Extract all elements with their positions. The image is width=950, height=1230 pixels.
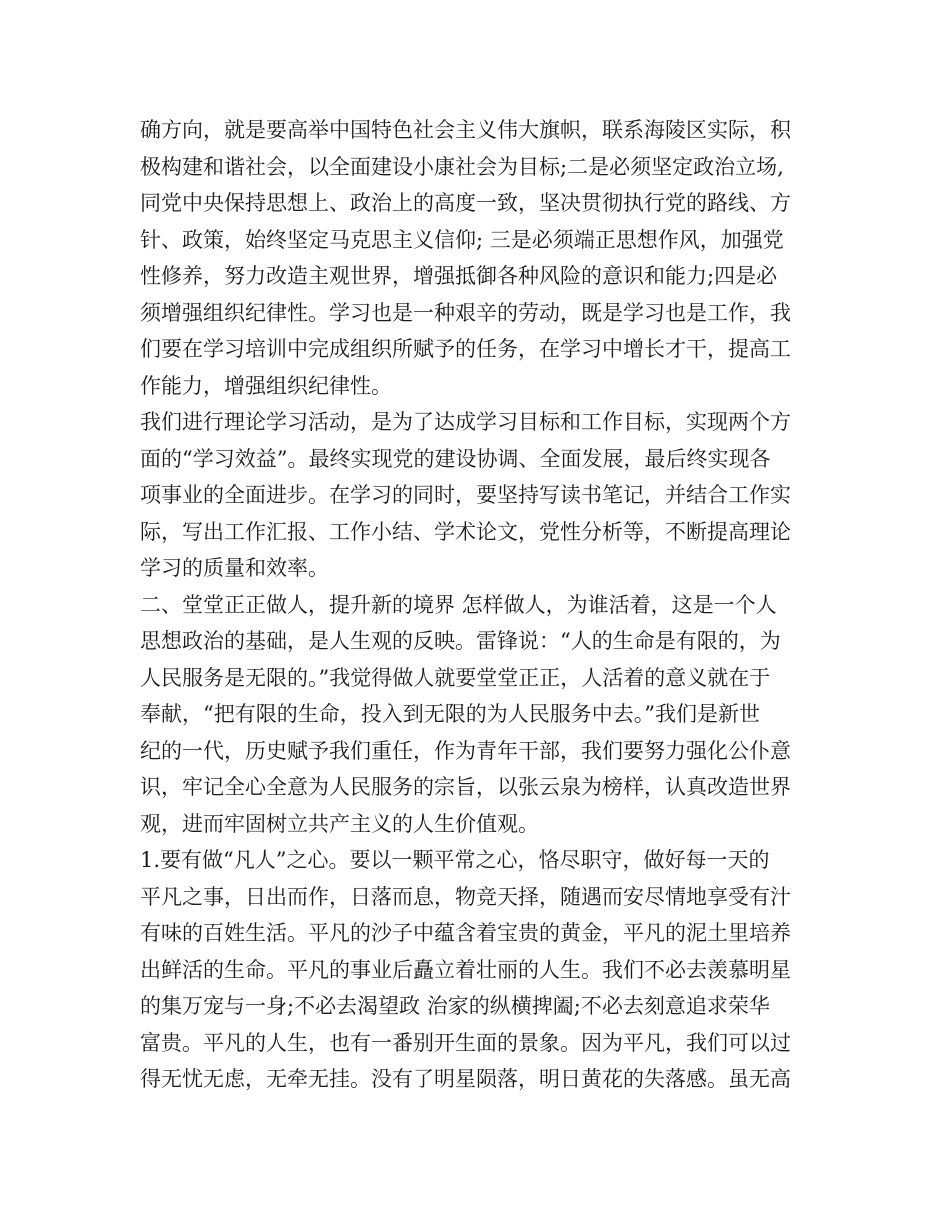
text-line: 思想政治的基础，是人生观的反映。雷锋说：“人的生命是有限的，为 (140, 629, 781, 653)
text-line: 际，写出工作汇报、工作小结、学术论文，党性分析等，不断提高理论 (140, 519, 791, 544)
text-line: 的集万宠与一身;不必去渴望政 治家的纵横捭阖;不必去刻意追求荣华 (140, 994, 770, 1018)
text-line: 人民服务是无限的。”我觉得做人就要堂堂正正，人活着的意义就在于 (140, 665, 771, 690)
text-line: 们要在学习培训中完成组织所赋予的任务，在学习中增长才干，提高工 (140, 337, 791, 361)
text-line: 极构建和谐社会，以全面建设小康社会为目标;二是必须坚定政治立场, (140, 154, 784, 179)
text-line: 二、堂堂正正做人，提升新的境界 怎样做人，为谁活着，这是一个人 (140, 592, 777, 617)
text-line: 1.要有做“凡人”之心。要以一颗平常之心，恪尽职守，做好每一天的 (140, 848, 770, 872)
text-line: 学习的质量和效率。 (140, 556, 329, 580)
text-line: 针、政策，始终坚定马克思主义信仰; 三是必须端正思想作风，加强党 (140, 227, 784, 252)
text-line: 平凡之事，日出而作，日落而息，物竞天择，随遇而安尽情地享受有汁 (140, 884, 791, 909)
text-line: 须增强组织纪律性。学习也是一种艰辛的劳动，既是学习也是工作，我 (140, 300, 791, 325)
text-line: 有味的百姓生活。平凡的沙子中蕴含着宝贵的黄金，平凡的泥土里培养 (140, 921, 791, 945)
text-line: 同党中央保持思想上、政治上的高度一致，坚决贯彻执行党的路线、方 (140, 191, 791, 215)
text-line: 识，牢记全心全意为人民服务的宗旨，以张云泉为榜样，认真改造世界 (140, 775, 791, 799)
text-line: 得无忧无虑，无牵无挂。没有了明星陨落，明日黄花的失落感。虽无高 (140, 1067, 791, 1091)
text-line: 出鲜活的生命。平凡的事业后矗立着壮丽的人生。我们不必去羡慕明星 (140, 957, 791, 982)
text-line: 观，进而牢固树立共产主义的人生价值观。 (140, 811, 539, 836)
text-line: 纪的一代，历史赋予我们重任，作为青年干部，我们要努力强化公仆意 (140, 738, 791, 763)
text-line: 项事业的全面进步。在学习的同时，要坚持写读书笔记，并结合工作实 (140, 483, 791, 507)
text-line: 性修养，努力改造主观世界，增强抵御各种风险的意识和能力;四是必 (140, 264, 778, 288)
text-line: 我们进行理论学习活动，是为了达成学习目标和工作目标，实现两个方 (140, 410, 791, 434)
text-line: 奉献，“把有限的生命，投入到无限的为人民服务中去。”我们是新世 (140, 702, 760, 726)
text-line: 面的“学习效益”。最终实现党的建设协调、全面发展，最后终实现各 (140, 446, 771, 471)
text-line: 富贵。平凡的人生，也有一番别开生面的景象。因为平凡，我们可以过 (140, 1030, 791, 1055)
text-line: 确方向，就是要高举中国特色社会主义伟大旗帜，联系海陵区实际，积 (140, 118, 791, 142)
body-text (140, 112, 820, 1098)
text-line: 作能力，增强组织纪律性。 (140, 373, 392, 398)
